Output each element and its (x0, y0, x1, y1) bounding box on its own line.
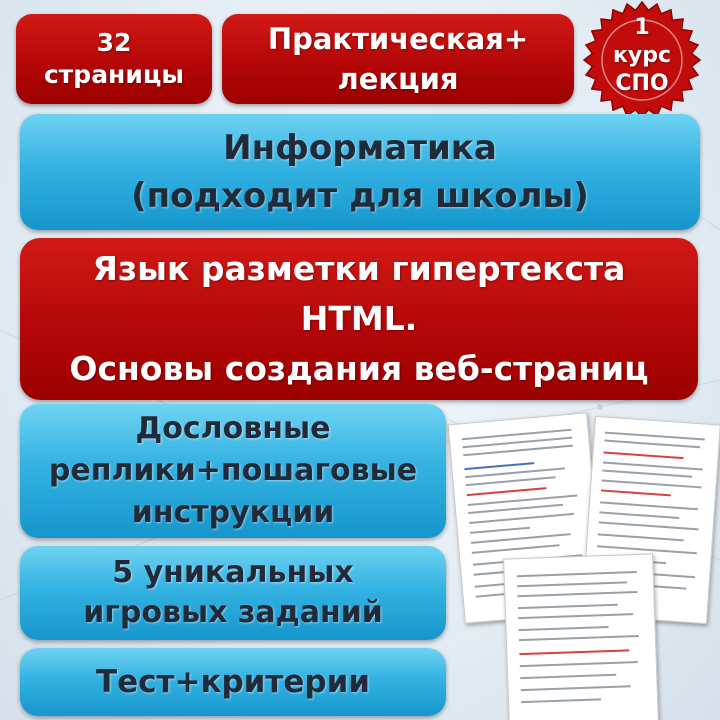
lesson-topic-box (20, 238, 698, 400)
feature-3-line-1: Тест+критерии (95, 664, 371, 700)
subject-title-box (20, 114, 700, 230)
topic-line-3: Основы создания веб-страниц (69, 349, 649, 388)
feature-2-line-1: 5 уникальных (112, 555, 354, 590)
subject-subtitle: (подходит для школы) (131, 176, 589, 216)
subject-title: Информатика (223, 128, 497, 168)
course-number: 1 (634, 15, 650, 40)
feature-box-test (20, 648, 446, 716)
course-label: курс (612, 43, 672, 68)
feature-2-line-2: игровых заданий (83, 595, 383, 630)
feature-1-line-1: Дословные (135, 411, 331, 446)
document-preview-page-3 (503, 553, 659, 720)
pages-label: страницы (43, 60, 184, 89)
pages-count: 32 (96, 28, 132, 57)
feature-box-games (20, 546, 446, 640)
feature-1-line-2: реплики+пошаговые (48, 453, 418, 488)
format-line-1: Практическая+ (267, 22, 529, 56)
topic-line-2: HTML. (300, 299, 418, 338)
format-badge (222, 14, 574, 104)
feature-box-instructions (20, 404, 446, 538)
pages-count-badge (16, 14, 212, 104)
course-badge-text (582, 0, 702, 112)
format-line-2: лекция (337, 62, 459, 96)
course-type: СПО (615, 71, 669, 96)
feature-1-line-3: инструкции (131, 495, 335, 530)
topic-line-1: Язык разметки гипертекста (92, 249, 626, 288)
